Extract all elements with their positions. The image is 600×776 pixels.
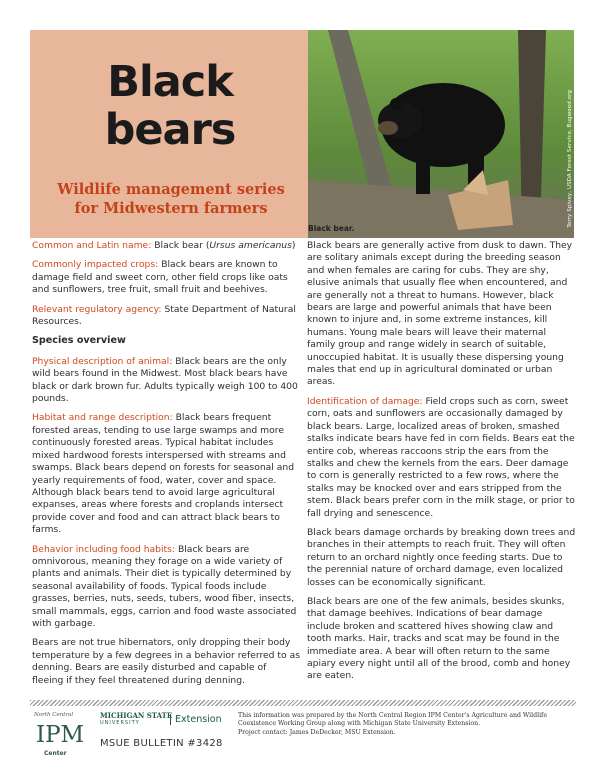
ipm-small-text: North Central bbox=[34, 712, 74, 718]
common-name-text: Black bear ( bbox=[154, 240, 210, 251]
bear-ear bbox=[390, 98, 402, 110]
ipm-center-logo bbox=[30, 712, 92, 762]
bear-photo bbox=[308, 30, 574, 238]
latin-name: Ursus americanus bbox=[209, 240, 292, 251]
common-name-end: ) bbox=[291, 240, 296, 251]
hibernate-paragraph: Bears are not true hibernators, only dropping their body temperature by a few degrees in a behavior referred to as denning. Bears are easily disturbed and capable of fleeing if they feel threatened during denning. bbox=[32, 637, 300, 686]
habitat-label: Habitat and range description: bbox=[32, 412, 173, 424]
series-subtitle bbox=[40, 180, 302, 218]
agency-text: State Department of Natural Resources. bbox=[32, 303, 296, 328]
damage-text: Field crops such as corn, sweet corn, oats and sunflowers are occasionally damaged by black bears. Large, localized areas of broken, smashed stalks indicate bears have fed in corn fields. Bears eat the entire cob, whereas raccoons strip the ears from the stalks and chew the kernels from the ears. Deer damage to corn is generally restricted to a few rows, where the stalks may be knocked over and ears stripped from the stem. Black bears prefer corn in the milk stage, or prior to fall drying and senescence. bbox=[307, 395, 575, 519]
series-line-1: Wildlife management series bbox=[57, 181, 285, 198]
title-line-1: Black bbox=[107, 57, 233, 107]
activity-paragraph: Black bears are generally active from dusk to dawn. They are solitary animals except during the breeding season and when females are caring for cubs. They are shy, elusive animals that usually flee when encountered, and are generally not a threat to humans. However, black bears are large and powerful animals that have been known to injure and, in some extreme instances, kill humans. Young male bears will leave their maternal family group and range widely in search of suitable, unoccupied habitat. It is usually these dispersing young males that end up in agricultural dominated or urban areas. bbox=[307, 240, 573, 388]
photo-caption: Black bear. bbox=[308, 224, 355, 233]
agency-label: Relevant regulatory agency: bbox=[32, 303, 162, 315]
crops-paragraph bbox=[32, 259, 300, 296]
footer-divider bbox=[30, 700, 576, 706]
msu-name: MICHIGAN STATE bbox=[100, 711, 173, 720]
agency-paragraph bbox=[32, 304, 300, 329]
footer-note-line-1: This information was prepared by the North Central Region IPM Center's Agriculture and Wildlife Coexistence Working Group along with Michigan State University Extension. bbox=[238, 712, 548, 728]
series-line-2: for Midwestern farmers bbox=[74, 200, 268, 217]
common-name-label: Common and Latin name: bbox=[32, 240, 152, 251]
footer-note-line-2: Project contact: James DeDecker, MSU Extension. bbox=[238, 728, 396, 736]
msu-extension-logo bbox=[100, 712, 230, 726]
ipm-center-text: Center bbox=[44, 750, 67, 757]
bulletin-number: MSUE BULLETIN #3428 bbox=[100, 738, 223, 749]
ipm-big-text: IPM bbox=[36, 722, 85, 748]
photo-credit: Terry Spivey, USDA Forest Service, Bugwood.org bbox=[567, 90, 573, 228]
title-line-2: bears bbox=[104, 105, 236, 155]
bear-snout bbox=[378, 121, 398, 135]
damage-paragraph bbox=[307, 396, 577, 520]
crops-label: Commonly impacted crops: bbox=[32, 259, 159, 271]
bear-front-leg bbox=[416, 148, 430, 194]
physical-text: Black bears are the only wild bears found in the Midwest. Most black bears have black or dark brown fur. Adults typically weigh 100 to 400 pounds. bbox=[32, 355, 298, 405]
behavior-text: Black bears are omnivorous, meaning they forage on a wide variety of plants and animals. Their diet is typically determined by seasonal availability of foods. Typical foods include grasses, berries, nuts, seeds, tubers, wood fiber, insects, small mammals, eggs, carrion and food waste associated with garbage. bbox=[32, 543, 297, 629]
footer-note bbox=[238, 712, 578, 737]
habitat-text: Black bears frequent forested areas, tending to use large swamps and more continuously forested areas. Typical habitat includes mixed hardwood forests interspersed with streams and swamps. Black bears depend on forests for seasonal and yearly requirements of food, water, cover and space. Although black bears tend to avoid large agricultural expanses, areas where forests and croplands intersect provide cover and food and can attract black bears to farms. bbox=[32, 412, 295, 536]
beehive-paragraph: Black bears are one of the few animals, besides skunks, that damage beehives. Indications of bear damage include broken and scattered hives showing claw and tooth marks. Hair, tracks and scat may be found in the immediate area. A bear will often return to the same apiary every night until all of the brood, comb and honey are eaten. bbox=[307, 595, 571, 682]
physical-paragraph bbox=[32, 356, 300, 406]
msu-university: UNIVERSITY bbox=[100, 720, 140, 726]
bear-photo-illustration bbox=[308, 30, 574, 238]
page-title bbox=[60, 58, 280, 154]
physical-label: Physical description of animal: bbox=[32, 355, 173, 367]
orchard-paragraph: Black bears damage orchards by breaking down trees and branches in their attempts to reach fruit. They will often return to an orchard nightly once feeding starts. Due to the perennial nature of orchard damage, even localized losses can be economically significant. bbox=[307, 526, 576, 588]
right-column bbox=[307, 240, 577, 690]
species-overview-heading: Species overview bbox=[32, 335, 126, 347]
msu-extension: Extension bbox=[170, 714, 222, 725]
behavior-label: Behavior including food habits: bbox=[32, 543, 176, 555]
common-name-paragraph bbox=[32, 240, 300, 252]
crops-text: Black bears are known to damage field and sweet corn, other field crops like oats and sunflowers, tree fruit, small fruit and beehives. bbox=[32, 259, 288, 296]
header-banner bbox=[30, 30, 574, 238]
behavior-paragraph bbox=[32, 544, 300, 631]
left-column bbox=[32, 240, 300, 694]
damage-label: Identification of damage: bbox=[307, 395, 423, 407]
habitat-paragraph bbox=[32, 412, 300, 536]
